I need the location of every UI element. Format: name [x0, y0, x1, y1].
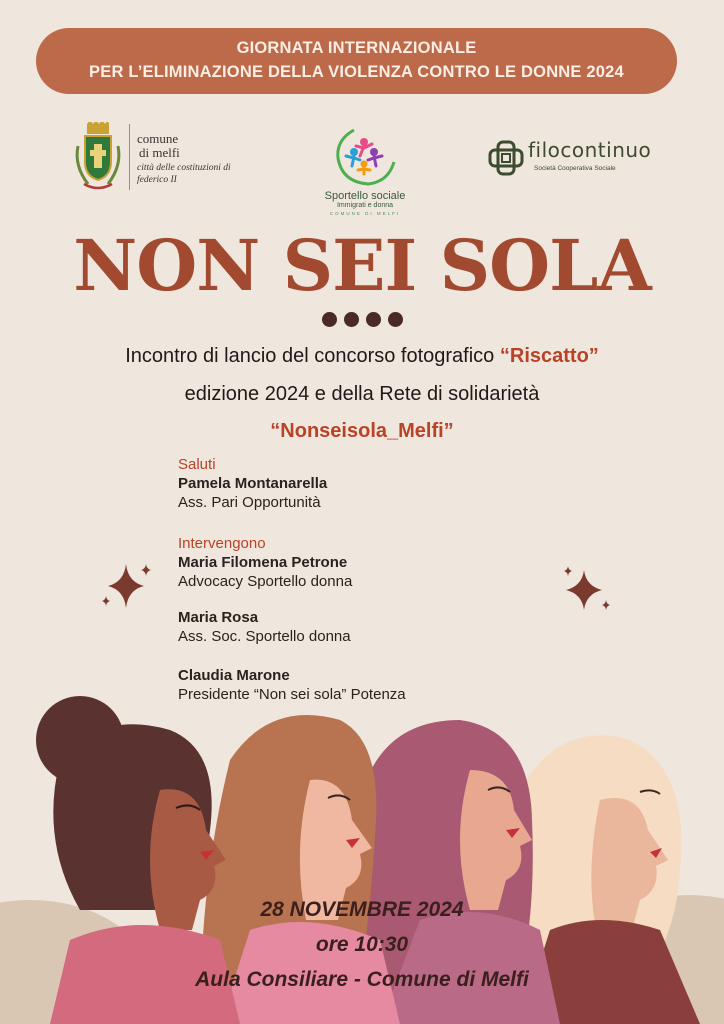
knot-icon [488, 140, 524, 176]
speaker-block [178, 608, 351, 646]
sportello-line-2: Immigrati e donna [336, 202, 394, 209]
banner-line-1: GIORNATA INTERNAZIONALE [236, 39, 477, 57]
main-title: NON SEI SOLA [73, 224, 651, 307]
saluti-label: Saluti [178, 456, 216, 473]
comune-tagline: città delle costituzioni di federico II [137, 163, 231, 185]
people-circle-icon [330, 122, 400, 188]
speaker-role: Ass. Pari Opportunità [178, 494, 321, 511]
banner-line-2: PER L’ELIMINAZIONE DELLA VIOLENZA CONTRO LE DONNE 2024 [89, 63, 624, 81]
logo-filocontinuo [488, 140, 668, 180]
comune-line-2: di melfi [139, 145, 180, 160]
dot [388, 312, 403, 327]
intro-highlight: “Riscatto” [499, 345, 599, 367]
header-banner [36, 28, 677, 94]
intervengono-section [178, 534, 352, 591]
sparkle-icon [100, 560, 156, 612]
speaker-role: Ass. Soc. Sportello donna [178, 628, 351, 645]
dot [344, 312, 359, 327]
filocontinuo-name: filocontinuo [528, 138, 652, 162]
sparkle-icon [560, 564, 616, 616]
speaker-name: Maria Rosa [178, 609, 259, 626]
saluti-section [178, 455, 327, 512]
event-time: ore 10:30 [315, 933, 409, 956]
logo-sportello-sociale [310, 122, 420, 222]
event-location: Aula Consiliare - Comune di Melfi [195, 968, 529, 991]
speaker-name: Claudia Marone [178, 667, 290, 684]
comune-text [137, 132, 257, 186]
dot [366, 312, 381, 327]
speaker-role: Presidente “Non sei sola” Potenza [178, 686, 406, 703]
dot [322, 312, 337, 327]
speaker-role: Advocacy Sportello donna [178, 573, 353, 590]
comune-line-1: comune [137, 131, 179, 146]
title-dots [322, 312, 404, 328]
filocontinuo-subtitle: Società Cooperativa Sociale [534, 165, 616, 172]
sportello-line-1: Sportello sociale [324, 190, 406, 202]
speaker-name: Maria Filomena Petrone [178, 554, 348, 571]
intro-line-3: “Nonseisola_Melfi” [270, 420, 454, 442]
coat-of-arms-icon [72, 122, 124, 192]
logo-divider [129, 124, 130, 190]
logo-comune-di-melfi [72, 122, 242, 194]
sportello-line-3: COMUNE DI MELFI [329, 211, 401, 216]
intro-line-1 [0, 345, 724, 368]
speaker-name: Pamela Montanarella [178, 475, 328, 492]
intro-line-1-prefix: Incontro di lancio del concorso fotografico [125, 345, 500, 367]
event-date: 28 NOVEMBRE 2024 [260, 898, 464, 921]
intro-line-2: edizione 2024 e della Rete di solidarietà [184, 383, 540, 405]
intervengono-label: Intervengono [178, 535, 266, 552]
